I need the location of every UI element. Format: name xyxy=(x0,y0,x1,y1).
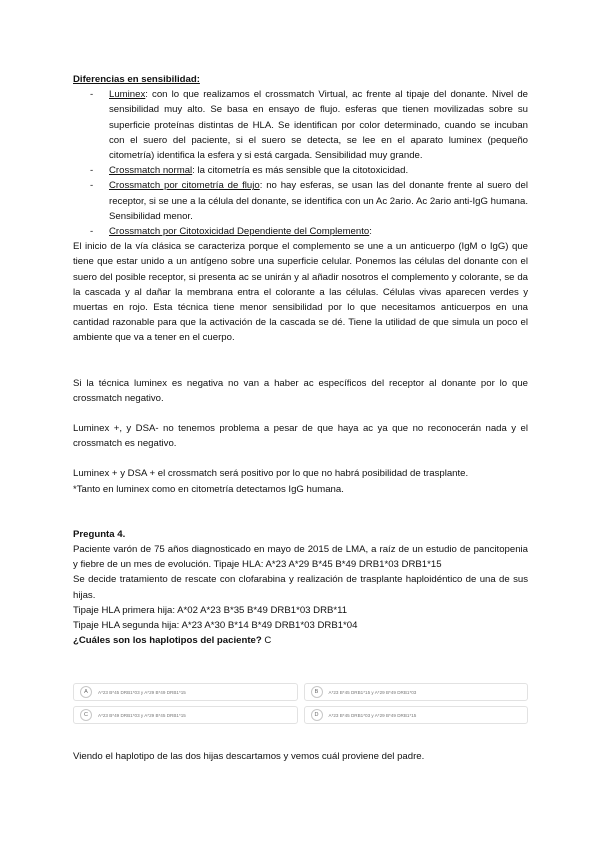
footer-note: Viendo el haplotipo de las dos hijas descartamos y vemos cuál proviene del padre. xyxy=(73,751,425,762)
list-item-crossmatch-normal xyxy=(109,163,528,178)
option-b[interactable] xyxy=(304,683,529,701)
option-b-text: A*23 B*45 DRB1*15 y A*29 B*49 DRB1*03 xyxy=(328,689,417,695)
note-2: Luminex +, y DSA- no tenemos problema a pesar de que haya ac ya que no reconocerán nada y el crossmatch es negativo. xyxy=(73,423,528,450)
list-item-crossmatch-flow xyxy=(109,178,528,224)
question-ask-text: ¿Cuáles son los haplotipos del paciente? xyxy=(73,635,262,647)
question-body: Paciente varón de 75 años diagnosticado en mayo de 2015 de LMA, a raíz de un estudio de pancitopenia y fiebre de un mes de evolución. Tipaje HLA: A*23 A*29 B*45 B*49 DRB1*03 DRB1*15 xyxy=(73,544,528,571)
question-ask xyxy=(73,633,528,648)
option-a[interactable] xyxy=(73,683,298,701)
term-crossmatch-cdc: Crossmatch por Citotoxicidad Dependiente del Complemento xyxy=(109,226,370,238)
list-item-crossmatch-cdc xyxy=(109,224,528,239)
question-answer: C xyxy=(261,635,272,647)
desc-crossmatch-cdc: : xyxy=(369,226,372,238)
term-luminex: Luminex xyxy=(109,89,146,101)
section-heading: Diferencias en sensibilidad: xyxy=(73,74,200,85)
term-crossmatch-flow: Crossmatch por citometría de flujo xyxy=(109,180,260,192)
desc-crossmatch-flow: : no hay esferas, se usan las del donante frente al suero del receptor, si se une a la célula del donante, se identifica con un Ac 2ario. Ac 2ario anti-IgG humana. Sensibilidad menor. xyxy=(109,180,528,222)
desc-crossmatch-normal: : la citometría es más sensible que la citotoxicidad. xyxy=(192,165,409,177)
option-d[interactable] xyxy=(304,706,529,724)
cdc-paragraph: El inicio de la vía clásica se caracteriza porque el complemento se une a un anticuerpo (IgM o IgG) que tiene que estar unido a un antígeno sobre una superficie celular. Ponemos las células del donante con el suero del posible receptor, si presenta ac se unirán y al añadir nosotros el complemento y colorante, se da la cascada y al dañar la membrana entra el colorante a las células. Células vivas aparecen verdes y muertas en rojo. Esta técnica tiene menor sensibilidad por lo que necesitamos anticuerpos en una cantidad razonable para que la activación de la cascada se dé. Tiene la utilidad de que simula un poco el ambiente que va a tener en el cuerpo. xyxy=(73,241,528,344)
option-d-text: A*23 B*45 DRB1*03 y A*29 B*49 DRB1*15 xyxy=(328,712,417,718)
sensitivity-list xyxy=(73,87,528,239)
option-c-text: A*23 B*49 DRB1*03 y A*29 B*45 DRB1*15 xyxy=(98,712,186,718)
option-c[interactable] xyxy=(73,706,298,724)
desc-luminex: : con lo que realizamos el crossmatch Virtual, ac frente al tipaje del donante. Nivel de sensibilidad muy alto. Se basa en ensayo de flujo. esferas que tienen movilizadas sobre su superficie proteínas distintas de HLA. Se identifican por color determinado, cuando se incuban con el suero del paciente, si el suero se detecta, se lee en el aparato luminex (pequeño citometría) identifica la esfera y si está cargada. Sensibilidad muy grande. xyxy=(109,89,528,162)
daughter-1-typing: Tipaje HLA primera hija: A*02 A*23 B*35 B*49 DRB1*03 DRB*11 xyxy=(73,604,348,616)
note-3: Luminex + y DSA + el crossmatch será positivo por lo que no habrá posibilidad de trasplante. xyxy=(73,468,469,480)
note-1: Si la técnica luminex es negativa no van a haber ac específicos del receptor al donante por lo que crossmatch negativo. xyxy=(73,377,528,404)
option-a-text: A*23 B*45 DRB1*03 y A*29 B*49 DRB1*15 xyxy=(98,689,186,695)
option-b-radio[interactable]: B xyxy=(311,686,323,698)
option-a-radio[interactable]: A xyxy=(80,686,92,698)
list-item-luminex xyxy=(109,87,528,163)
question-body-2: Se decide tratamiento de rescate con clofarabina y realización de trasplante haploidéntico de una de sus hijas. xyxy=(73,574,528,601)
question-title: Pregunta 4. xyxy=(73,528,126,540)
option-d-radio[interactable]: D xyxy=(311,709,323,721)
answer-options xyxy=(73,683,528,724)
option-c-radio[interactable]: C xyxy=(80,709,92,721)
term-crossmatch-normal: Crossmatch normal xyxy=(109,165,193,177)
note-4: *Tanto en luminex como en citometría detectamos IgG humana. xyxy=(73,483,344,495)
document-body xyxy=(73,72,528,649)
daughter-2-typing: Tipaje HLA segunda hija: A*23 A*30 B*14 B*49 DRB1*03 DRB1*04 xyxy=(73,620,358,632)
